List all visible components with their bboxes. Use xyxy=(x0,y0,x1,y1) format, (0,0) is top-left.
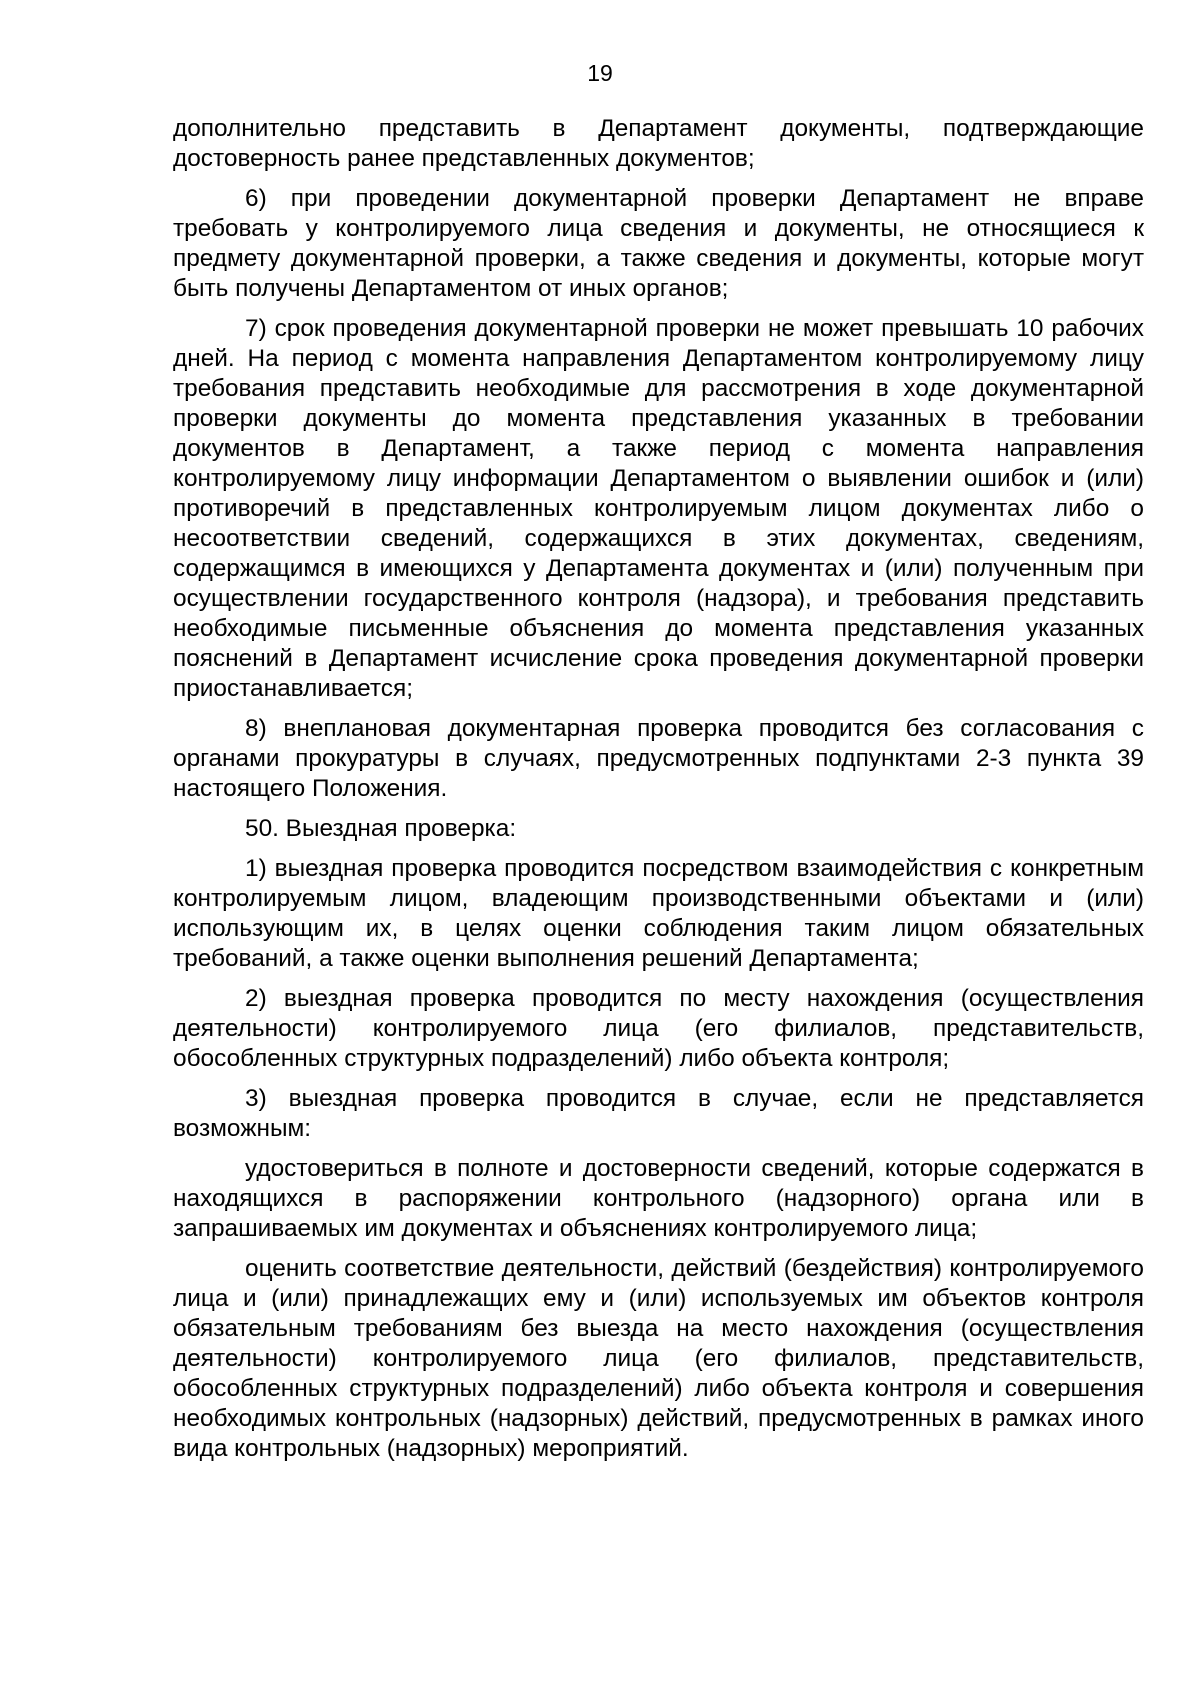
paragraph-item-2: 2) выездная проверка проводится по месту нахождения (осуществления деятельности) контролируемого лица (его филиалов, представительств, обособленных структурных подразделений) либо объекта контроля; xyxy=(173,985,1144,1072)
paragraph-item-3: 3) выездная проверка проводится в случае, если не представляется возможным: xyxy=(173,1085,1144,1142)
paragraph-subitem-verify: удостовериться в полноте и достоверности сведений, которые содержатся в находящихся в распоряжении контрольного (надзорного) органа или в запрашиваемых им документах и объяснениях контролируемого лица; xyxy=(173,1155,1144,1242)
paragraph-item-1: 1) выездная проверка проводится посредством взаимодействия с конкретным контролируемым лицом, владеющим производственными объектами и (или) использующим их, в целях оценки соблюдения таким лицом обязательных требований, а также оценки выполнения решений Департамента; xyxy=(173,855,1144,972)
page-number: 19 xyxy=(587,60,613,86)
section-heading-50: 50. Выездная проверка: xyxy=(245,815,517,842)
paragraph-item-8: 8) внеплановая документарная проверка проводится без согласования с органами прокуратуры в случаях, предусмотренных подпунктами 2-3 пункта 39 настоящего Положения. xyxy=(173,715,1144,802)
document-body xyxy=(173,114,1144,1474)
paragraph-item-6: 6) при проведении документарной проверки Департамент не вправе требовать у контролируемого лица сведения и документы, не относящиеся к предмету документарной проверки, а также сведения и документы, которые могут быть получены Департаментом от иных органов; xyxy=(173,185,1144,302)
paragraph-continuation: дополнительно представить в Департамент документы, подтверждающие достоверность ранее представленных документов; xyxy=(173,115,1144,172)
paragraph-subitem-assess: оценить соответствие деятельности, действий (бездействия) контролируемого лица и (или) принадлежащих ему и (или) используемых им объектов контроля обязательным требованиям без выезда на место нахождения (осуществления деятельности) контролируемого лица (его филиалов, представительств, обособленных структурных подразделений) либо объекта контроля и совершения необходимых контрольных (надзорных) действий, предусмотренных в рамках иного вида контрольных (надзорных) мероприятий. xyxy=(173,1255,1144,1462)
paragraph-item-7: 7) срок проведения документарной проверки не может превышать 10 рабочих дней. На период с момента направления Департаментом контролируемому лицу требования представить необходимые для рассмотрения в ходе документарной проверки документы до момента представления указанных в требовании документов в Департамент, а также период с момента направления контролируемому лицу информации Департаментом о выявлении ошибок и (или) противоречий в представленных контролируемым лицом документах либо о несоответствии сведений, содержащихся в этих документах, сведениям, содержащимся в имеющихся у Департамента документах и (или) полученным при осуществлении государственного контроля (надзора), и требования представить необходимые письменные объяснения до момента представления указанных пояснений в Департамент исчисление срока проведения документарной проверки приостанавливается; xyxy=(173,315,1144,702)
